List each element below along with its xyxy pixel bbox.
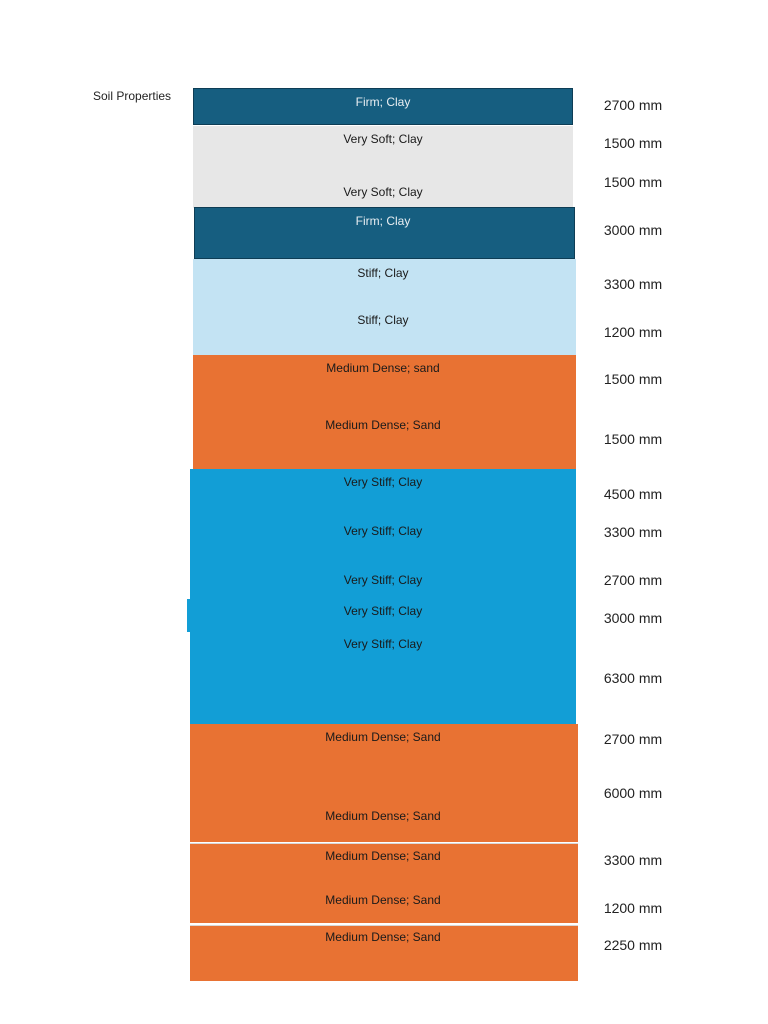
layer-label: Firm; Clay [355, 214, 411, 228]
layer-label: Medium Dense; Sand [325, 730, 441, 744]
layer-label: Very Stiff; Clay [343, 573, 423, 587]
thickness-value: 3000 mm [603, 222, 663, 238]
layer-label: Medium Dense; Sand [325, 809, 441, 823]
page-title: Soil Properties [93, 89, 172, 103]
layer-label: Very Stiff; Clay [343, 604, 423, 618]
thickness-value: 3300 mm [603, 852, 663, 868]
layer-label: Medium Dense; Sand [325, 418, 441, 432]
thickness-value: 3300 mm [603, 524, 663, 540]
thickness-value: 2700 mm [603, 97, 663, 113]
thickness-value: 2250 mm [603, 937, 663, 953]
layer-label: Stiff; Clay [357, 313, 409, 327]
layer-label: Medium Dense; Sand [325, 893, 441, 907]
layer-label: Firm; Clay [355, 95, 411, 109]
thickness-value: 1500 mm [603, 135, 663, 151]
thickness-value: 3300 mm [603, 276, 663, 292]
band-very-stiff-clay [190, 469, 576, 724]
layer-label: Very Soft; Clay [343, 132, 423, 146]
thickness-value: 1500 mm [603, 371, 663, 387]
layer-label: Very Stiff; Clay [343, 637, 423, 651]
thickness-value: 2700 mm [603, 572, 663, 588]
thickness-value: 1200 mm [603, 900, 663, 916]
thickness-value: 4500 mm [603, 486, 663, 502]
thickness-value: 6000 mm [603, 785, 663, 801]
thickness-value: 6300 mm [603, 670, 663, 686]
layer-label: Medium Dense; sand [326, 361, 440, 375]
layer-label: Medium Dense; Sand [325, 930, 441, 944]
layer-label: Very Stiff; Clay [343, 524, 423, 538]
thickness-value: 1500 mm [603, 174, 663, 190]
layer-label: Very Soft; Clay [343, 185, 423, 199]
thickness-value: 3000 mm [603, 610, 663, 626]
thickness-value: 1200 mm [603, 324, 663, 340]
layer-label: Medium Dense; Sand [325, 849, 441, 863]
band-very-stiff-clay-notch [187, 599, 191, 632]
thickness-value: 1500 mm [603, 431, 663, 447]
layer-label: Stiff; Clay [357, 266, 409, 280]
thickness-value: 2700 mm [603, 731, 663, 747]
layer-label: Very Stiff; Clay [343, 475, 423, 489]
